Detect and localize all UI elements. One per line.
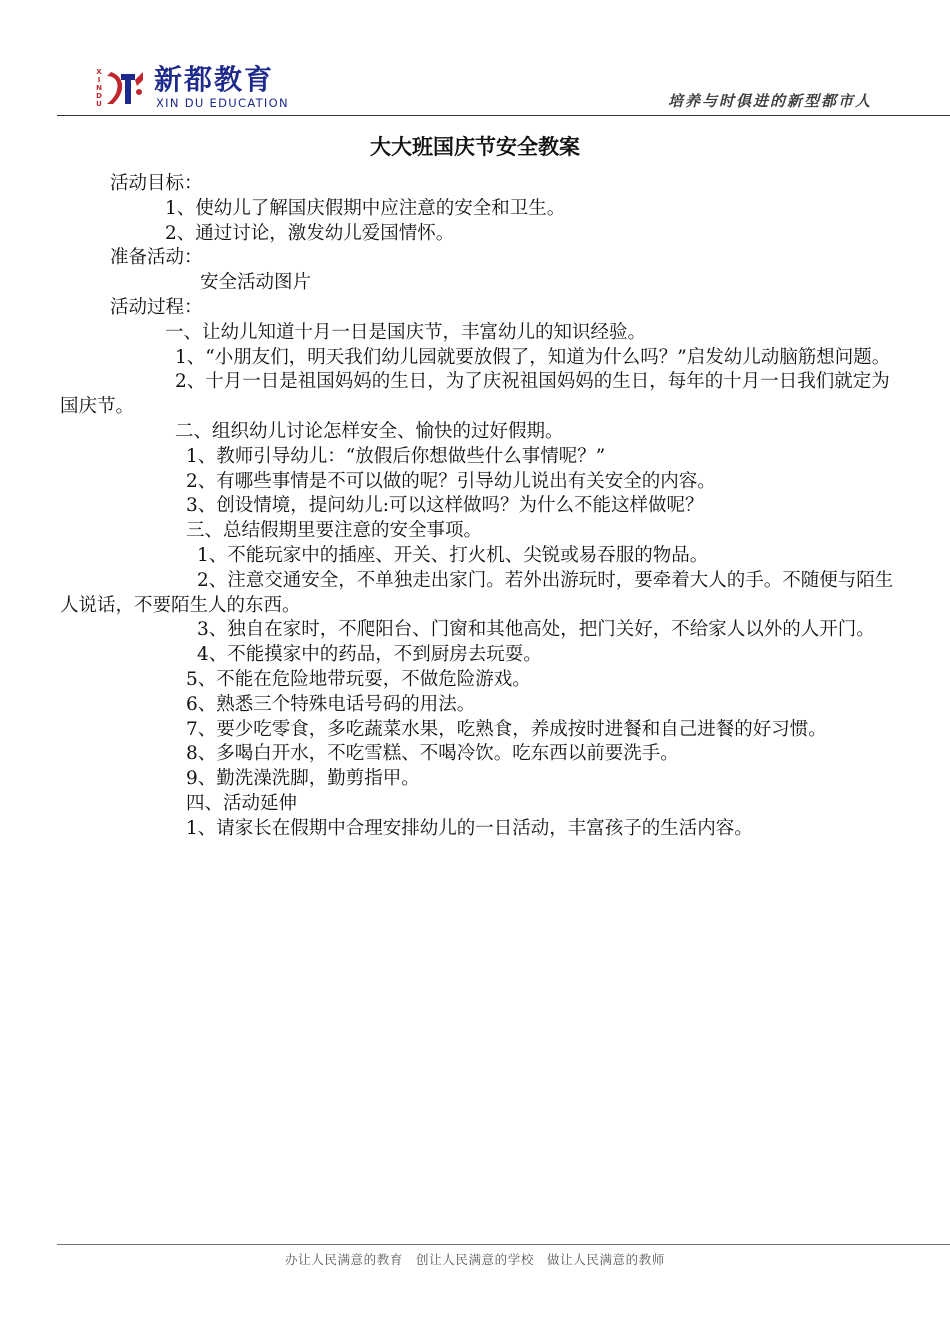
safety-item: 4、不能摸家中的药品，不到厨房去玩耍。: [197, 644, 542, 666]
process-item: 2、十月一日是祖国妈妈的生日，为了庆祝祖国妈妈的生日，每年的十月一日我们就定为国庆节。: [60, 371, 890, 418]
header-slogan: 培养与时俱进的新型都市人: [668, 92, 873, 110]
process-step-heading: 三、总结假期里要注意的安全事项。: [186, 520, 483, 542]
safety-item: 7、要少吃零食，多吃蔬菜水果，吃熟食，养成按时进餐和自己进餐的好习惯。: [186, 718, 827, 740]
safety-item: 3、独自在家时，不爬阳台、门窗和其他高处，把门关好，不给家人以外的人开门。: [197, 619, 875, 641]
logo-mark-icon: [105, 68, 145, 108]
section-heading-preparation: 准备活动：: [110, 247, 203, 269]
process-step-heading: 一、让幼儿知道十月一日是国庆节，丰富幼儿的知识经验。: [165, 321, 647, 343]
footer-motto: 办让人民满意的教育 创让人民满意的学校 做让人民满意的教师: [285, 1252, 665, 1267]
process-step-heading: 四、活动延伸: [186, 792, 298, 814]
header-divider: [57, 115, 950, 116]
section-heading-process: 活动过程：: [110, 296, 203, 318]
logo-chinese-name: 新都教育: [154, 63, 275, 96]
safety-item: 9、勤洗澡洗脚，勤剪指甲。: [186, 768, 420, 790]
safety-item: 5、不能在危险地带玩耍，不做危险游戏。: [186, 668, 531, 690]
logo-english-name: XIN DU EDUCATION: [156, 96, 289, 110]
safety-item: 8、多喝白开水，不吃雪糕、不喝冷饮。吃东西以前要洗手。: [186, 743, 679, 765]
safety-item: 6、熟悉三个特殊电话号码的用法。: [186, 693, 476, 715]
preparation-item: 安全活动图片: [200, 272, 312, 294]
document-title: 大大班国庆节安全教案: [370, 135, 580, 159]
process-item: 1、“小朋友们，明天我们幼儿园就要放假了，知道为什么吗？”启发幼儿动脑筋想问题。: [175, 346, 891, 368]
safety-item: 1、不能玩家中的插座、开关、打火机、尖锐或易吞服的物品。: [197, 544, 709, 566]
process-item: 1、教师引导幼儿：“放假后你想做些什么事情呢？”: [186, 445, 606, 467]
page-header: [0, 0, 950, 120]
extension-item: 1、请家长在假期中合理安排幼儿的一日活动，丰富孩子的生活内容。: [186, 817, 753, 839]
footer-divider: [57, 1244, 950, 1245]
process-item: 3、创设情境，提问幼儿:可以这样做吗？为什么不能这样做呢？: [186, 495, 704, 517]
safety-item: 2、注意交通安全，不单独走出家门。若外出游玩时，要牵着大人的手。不随便与陌生人说话，不要陌生人的东西。: [60, 569, 894, 616]
goal-item: 2、通过讨论，激发幼儿爱国情怀。: [165, 222, 455, 244]
section-heading-goals: 活动目标：: [110, 173, 203, 194]
logo-vertical-text: X I N D U: [96, 68, 102, 108]
process-step-heading: 二、组织幼儿讨论怎样安全、愉快的过好假期。: [175, 420, 564, 442]
lesson-plan-body: [60, 172, 894, 842]
xindu-logo: [96, 63, 336, 110]
goal-item: 1、使幼儿了解国庆假期中应注意的安全和卫生。: [165, 197, 566, 219]
process-item: 2、有哪些事情是不可以做的呢？引导幼儿说出有关安全的内容。: [186, 470, 716, 492]
